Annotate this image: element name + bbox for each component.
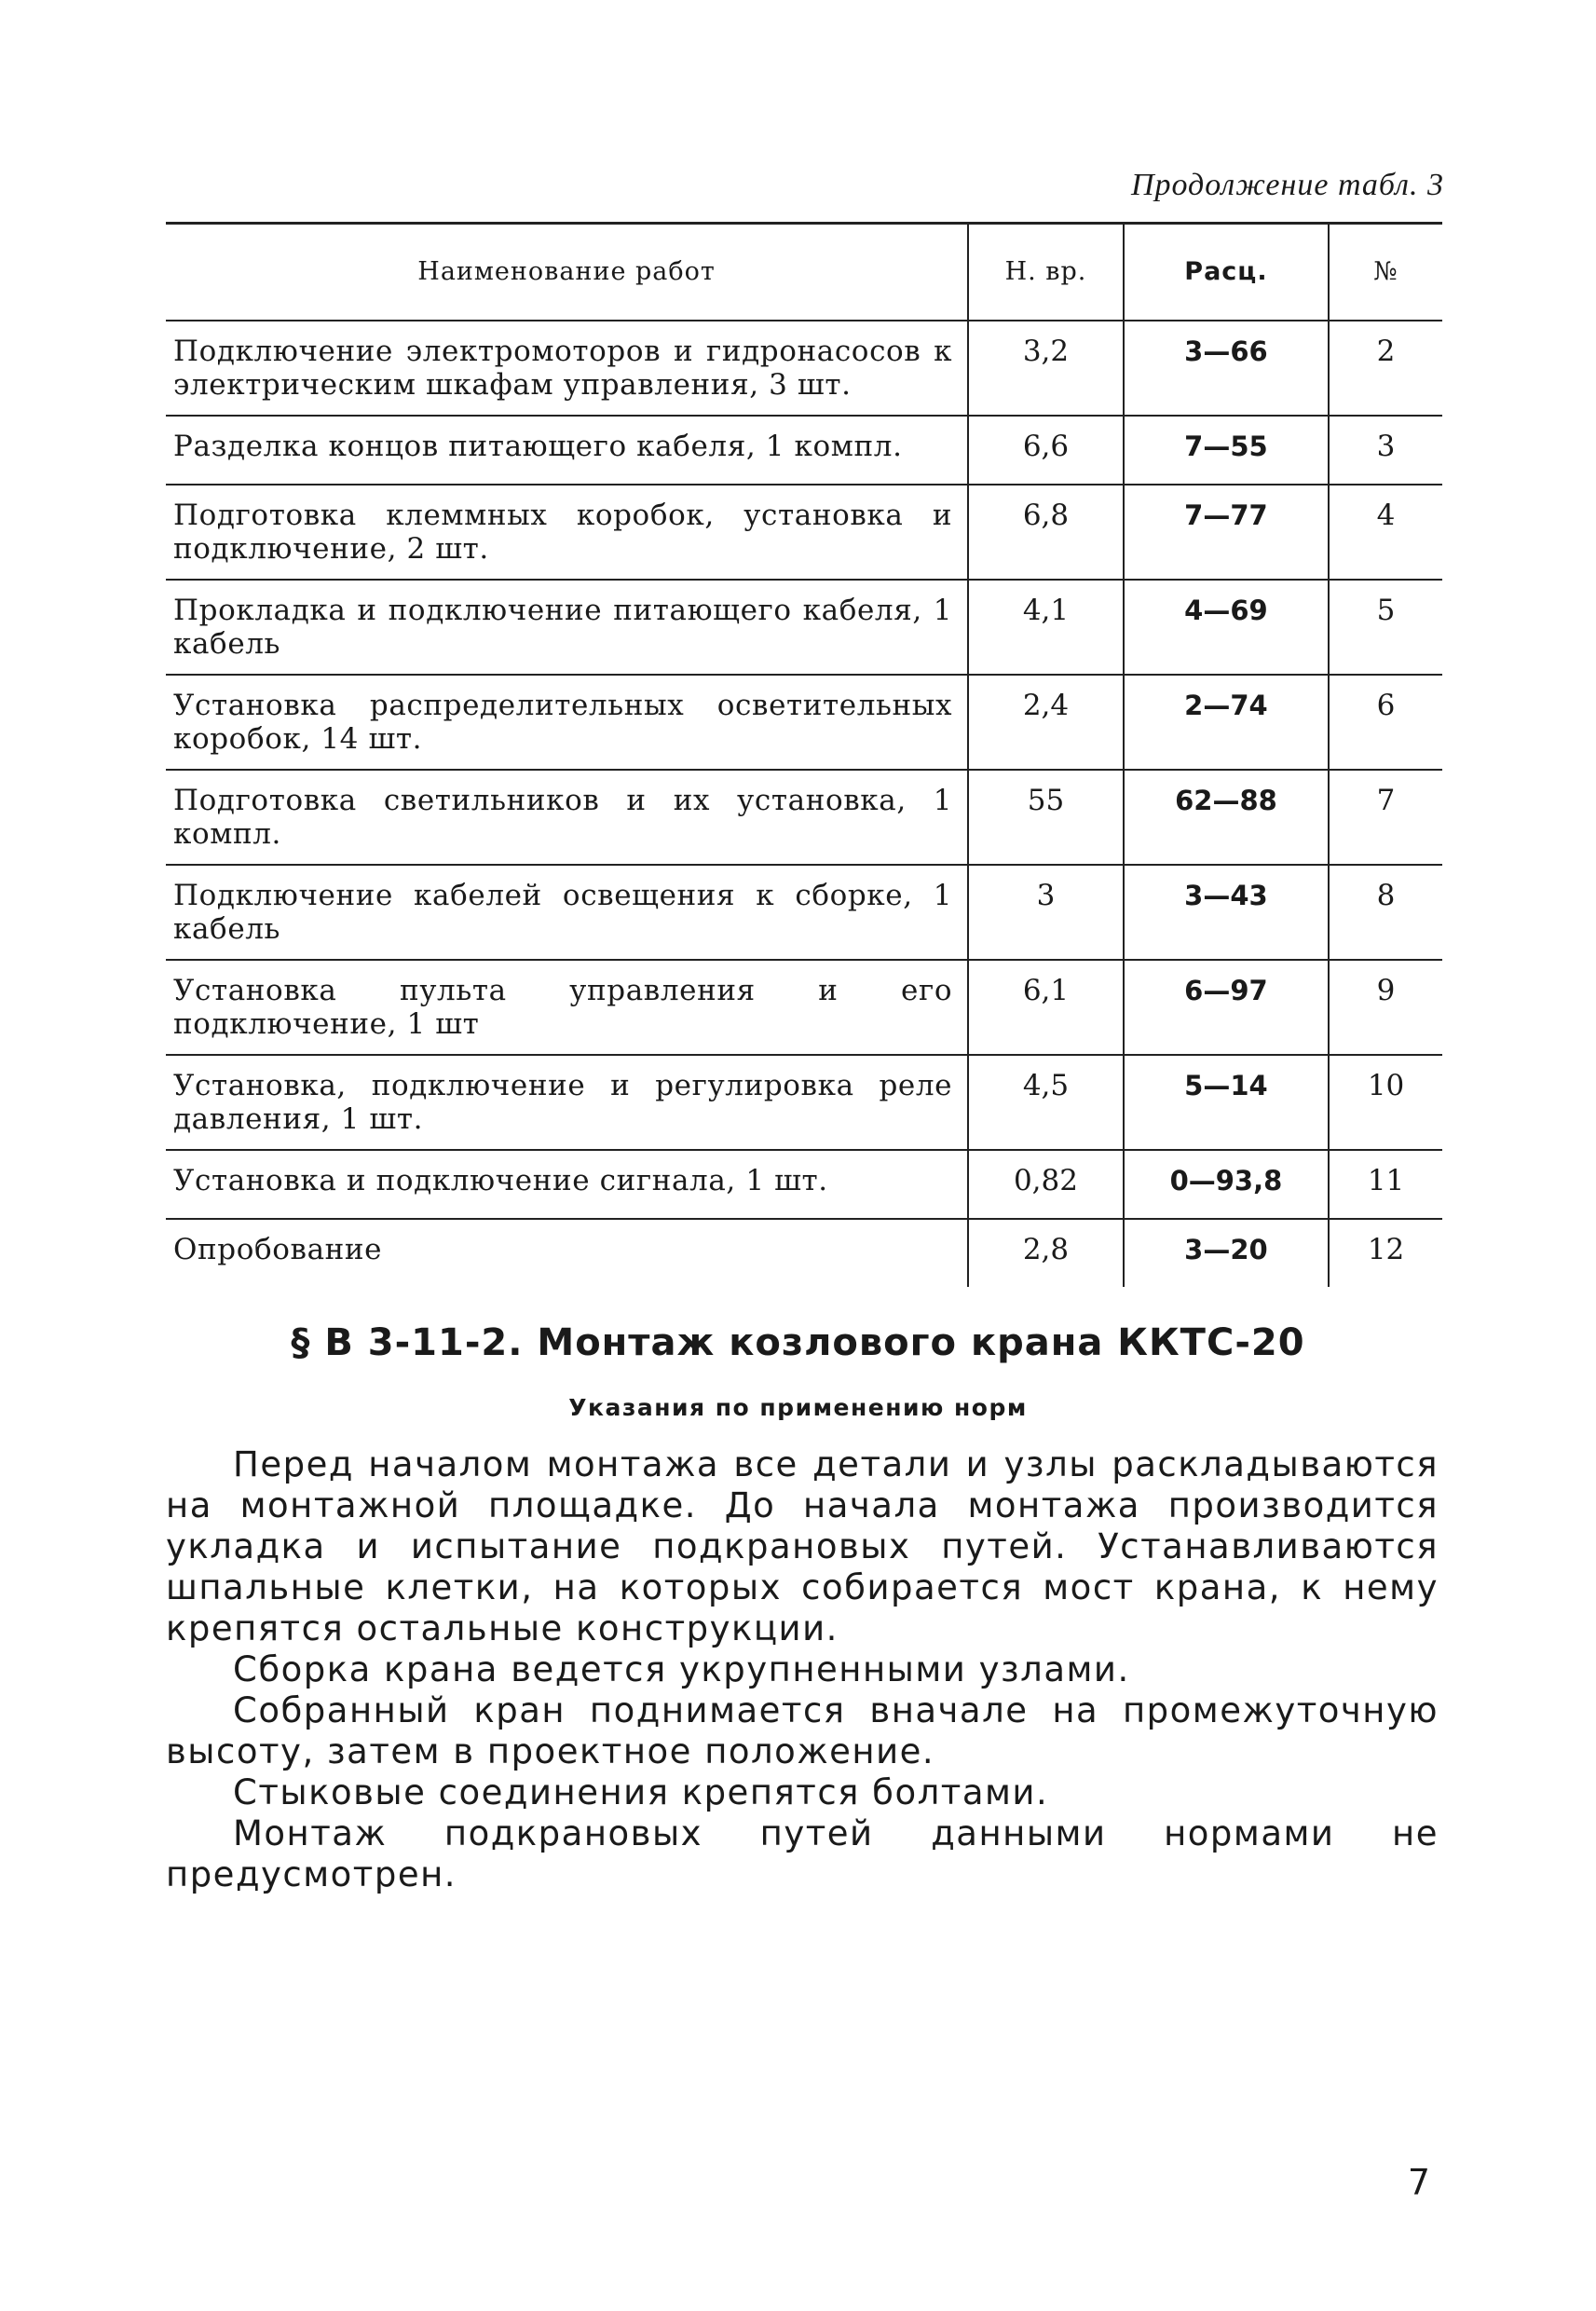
row-number: 4 bbox=[1329, 485, 1442, 580]
time-norm: 3,2 bbox=[968, 321, 1124, 416]
work-name: Подключение электромоторов и гидронасосов к электрическим шкафам управления, 3 шт. bbox=[173, 335, 953, 402]
rate: 7—77 bbox=[1124, 485, 1329, 580]
work-name: Установка распределительных осветительных коробок, 14 шт. bbox=[173, 689, 953, 756]
rate: 3—43 bbox=[1124, 865, 1329, 960]
work-name: Установка и подключение сигнала, 1 шт. bbox=[173, 1164, 828, 1197]
row-number: 10 bbox=[1329, 1055, 1442, 1150]
time-norm: 3 bbox=[968, 865, 1124, 960]
work-name: Подключение кабелей освещения к сборке, 1 кабель bbox=[173, 879, 953, 946]
time-norm: 6,6 bbox=[968, 416, 1124, 485]
time-norm: 6,8 bbox=[968, 485, 1124, 580]
paragraph: Собранный кран поднимается вначале на промежуточную высоту, затем в проектное положение. bbox=[166, 1690, 1439, 1771]
work-name: Установка, подключение и регулировка реле давления, 1 шт. bbox=[173, 1069, 953, 1136]
table-row bbox=[166, 865, 1442, 960]
rate: 62—88 bbox=[1124, 770, 1329, 865]
table-row bbox=[166, 416, 1442, 485]
table-row bbox=[166, 1150, 1442, 1219]
section-title: § В 3-11-2. Монтаж козлового крана ККТС-20 bbox=[291, 1321, 1305, 1364]
row-number: 8 bbox=[1329, 865, 1442, 960]
paragraph: Стыковые соединения крепятся болтами. bbox=[233, 1772, 1049, 1812]
rate: 5—14 bbox=[1124, 1055, 1329, 1150]
time-norm: 55 bbox=[968, 770, 1124, 865]
table-header-row bbox=[166, 224, 1442, 321]
time-norm: 6,1 bbox=[968, 960, 1124, 1055]
row-number: 9 bbox=[1329, 960, 1442, 1055]
rate: 0—93,8 bbox=[1124, 1150, 1329, 1219]
header-rate: Расц. bbox=[1124, 224, 1329, 321]
section-subheading: Указания по применению норм bbox=[568, 1394, 1028, 1421]
row-number: 11 bbox=[1329, 1150, 1442, 1219]
work-name: Разделка концов питающего кабеля, 1 компл. bbox=[173, 430, 903, 463]
row-number: 12 bbox=[1329, 1219, 1442, 1287]
table-row bbox=[166, 770, 1442, 865]
row-number: 7 bbox=[1329, 770, 1442, 865]
table-row bbox=[166, 1219, 1442, 1287]
time-norm: 4,5 bbox=[968, 1055, 1124, 1150]
header-number: № bbox=[1329, 224, 1442, 321]
rate: 7—55 bbox=[1124, 416, 1329, 485]
work-name: Подготовка светильников и их установка, 1 компл. bbox=[173, 784, 953, 851]
work-name: Прокладка и подключение питающего кабеля, 1 кабель bbox=[173, 594, 953, 661]
section-body bbox=[166, 1444, 1439, 1895]
time-norm: 2,8 bbox=[968, 1219, 1124, 1287]
header-time-norm: Н. вр. bbox=[968, 224, 1124, 321]
table-row bbox=[166, 580, 1442, 675]
rate: 3—66 bbox=[1124, 321, 1329, 416]
rate: 2—74 bbox=[1124, 675, 1329, 770]
row-number: 6 bbox=[1329, 675, 1442, 770]
row-number: 2 bbox=[1329, 321, 1442, 416]
norms-table bbox=[166, 222, 1442, 1287]
rate: 4—69 bbox=[1124, 580, 1329, 675]
table-row bbox=[166, 960, 1442, 1055]
header-name: Наименование работ bbox=[417, 257, 716, 286]
paragraph: Сборка крана ведется укрупненными узлами. bbox=[233, 1649, 1130, 1689]
page-number: 7 bbox=[1407, 2162, 1430, 2203]
row-number: 5 bbox=[1329, 580, 1442, 675]
time-norm: 2,4 bbox=[968, 675, 1124, 770]
table-row bbox=[166, 485, 1442, 580]
work-name: Установка пульта управления и его подключение, 1 шт bbox=[173, 974, 953, 1041]
work-name: Подготовка клеммных коробок, установка и подключение, 2 шт. bbox=[173, 499, 953, 566]
paragraph: Перед началом монтажа все детали и узлы раскладываются на монтажной площадке. До начала монтажа производится укладка и испытание подкрановых путей. Устанавливаются шпальные клетки, на которых собирается мост крана, к нему крепятся остальные конструкции. bbox=[166, 1444, 1439, 1648]
table-continuation-label: Продолжение табл. 3 bbox=[1130, 168, 1444, 202]
row-number: 3 bbox=[1329, 416, 1442, 485]
paragraph: Монтаж подкрановых путей данными нормами не предусмотрен. bbox=[166, 1813, 1439, 1894]
table-row bbox=[166, 1055, 1442, 1150]
table-row bbox=[166, 321, 1442, 416]
time-norm: 0,82 bbox=[968, 1150, 1124, 1219]
rate: 3—20 bbox=[1124, 1219, 1329, 1287]
time-norm: 4,1 bbox=[968, 580, 1124, 675]
work-name: Опробование bbox=[173, 1233, 383, 1266]
table-row bbox=[166, 675, 1442, 770]
rate: 6—97 bbox=[1124, 960, 1329, 1055]
